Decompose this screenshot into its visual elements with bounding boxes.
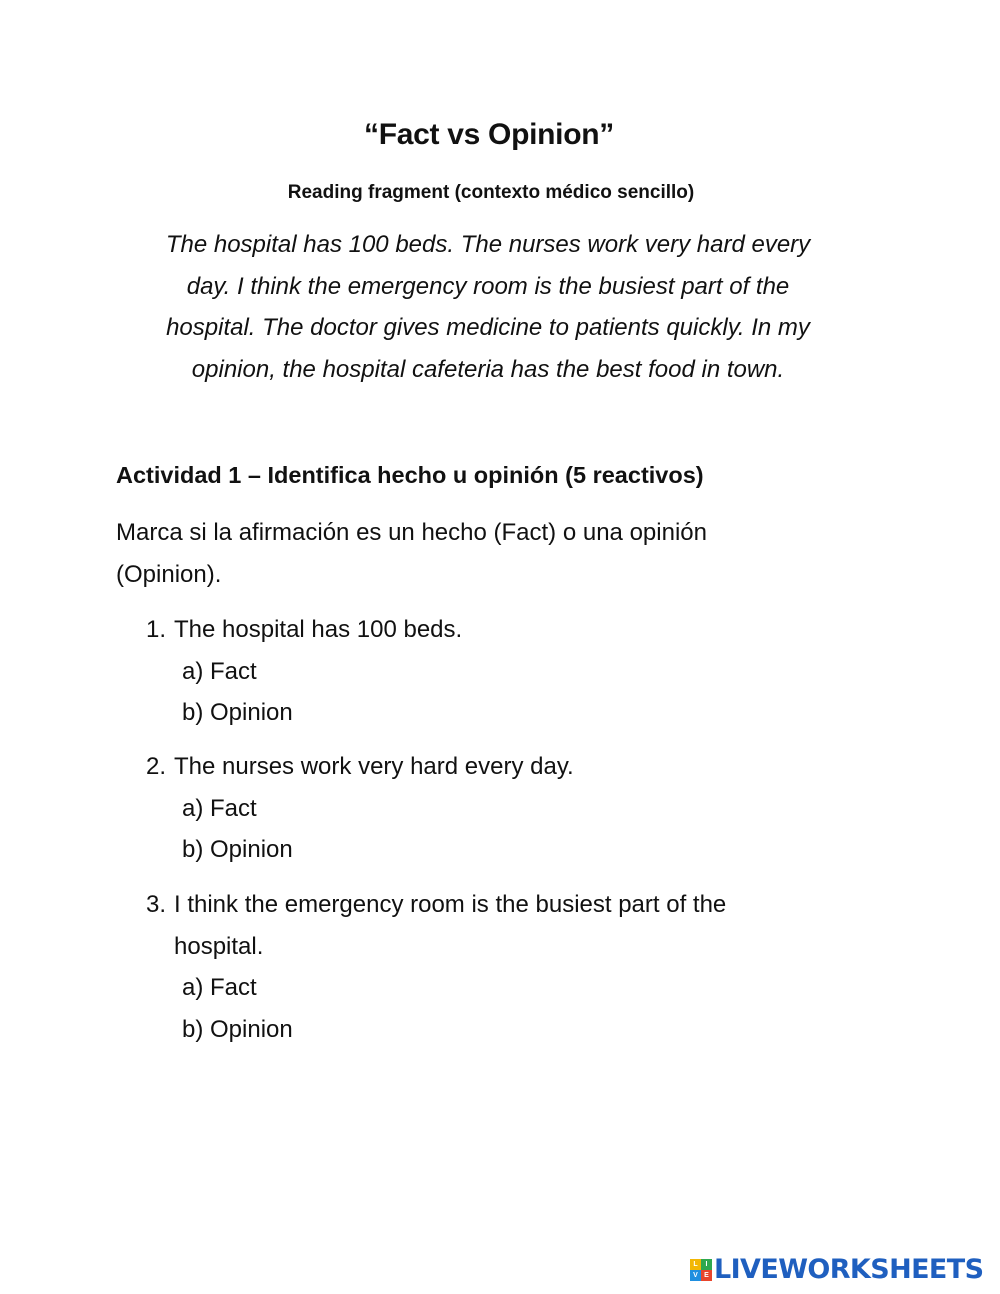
page-title: “Fact vs Opinion” (364, 118, 614, 151)
option-opinion[interactable]: b) Opinion (182, 1016, 293, 1044)
logo-tile: V (690, 1270, 701, 1281)
option-fact[interactable]: a) Fact (182, 657, 257, 685)
reading-fragment-subtitle: Reading fragment (contexto médico sencillo) (287, 182, 695, 203)
question-number: 2. (146, 753, 167, 780)
logo-tile: E (701, 1270, 712, 1281)
question-text: The nurses work very hard every day. (174, 753, 574, 780)
option-opinion[interactable]: b) Opinion (182, 836, 293, 864)
passage-line: day. I think the emergency room is the busiest part of the (186, 272, 790, 300)
passage-line: hospital. The doctor gives medicine to patients quickly. In my (166, 314, 810, 342)
question-text: The hospital has 100 beds. (174, 616, 463, 643)
option-fact[interactable]: a) Fact (182, 794, 257, 822)
question-text: I think the emergency room is the busiest part of the (174, 891, 727, 918)
question-number: 3. (146, 891, 167, 918)
logo-tile: L (690, 1259, 701, 1270)
logo-tile: I (701, 1259, 712, 1270)
activity-heading: Actividad 1 – Identifica hecho u opinión (5 reactivos) (116, 462, 704, 488)
option-fact[interactable]: a) Fact (182, 974, 257, 1002)
question-1 (0, 609, 760, 734)
passage-line: The hospital has 100 beds. The nurses work very hard every (165, 231, 811, 258)
question-3 (0, 884, 760, 1051)
question-2 (0, 746, 760, 871)
activity-instructions (116, 512, 816, 595)
brand-wordmark: LIVEWORKSHEETS (714, 1254, 984, 1285)
instruction-line: (Opinion). (116, 560, 222, 588)
option-opinion[interactable]: b) Opinion (182, 699, 293, 727)
reading-passage (116, 224, 860, 391)
liveworksheets-logo-icon (690, 1259, 712, 1281)
liveworksheets-brand (690, 1254, 983, 1286)
question-text-continued: hospital. (174, 932, 264, 960)
question-number: 1. (146, 616, 167, 643)
instruction-line: Marca si la afirmación es un hecho (Fact) o una opinión (116, 519, 707, 546)
passage-line: opinion, the hospital cafeteria has the best food in town. (191, 356, 785, 384)
